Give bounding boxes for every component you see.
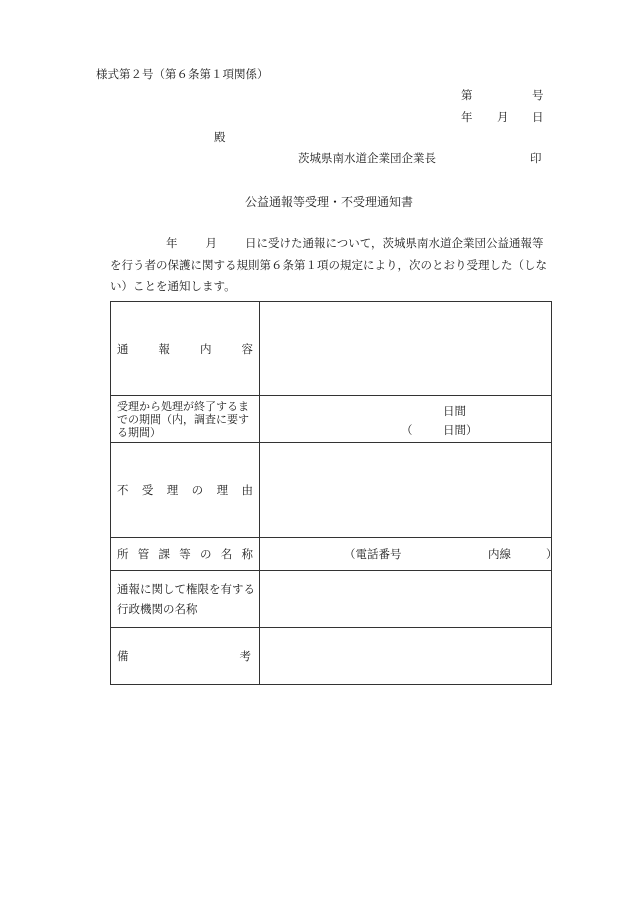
phone-number-label: （電話番号 <box>344 547 402 561</box>
label-department-name <box>111 538 260 571</box>
body-month: 月 <box>205 236 217 250</box>
label-char: 受 <box>141 483 154 497</box>
label-char: 称 <box>241 547 253 561</box>
phone-paren-close: ） <box>546 547 558 561</box>
value-remarks[interactable] <box>260 628 552 685</box>
label-administrative-agency: 通報に関して権限を有する行政機関の名称 <box>111 571 260 628</box>
label-remarks <box>111 628 260 685</box>
addressee-suffix: 殿 <box>214 130 226 144</box>
value-administrative-agency[interactable] <box>260 571 552 628</box>
document-number-prefix: 第 <box>461 88 473 102</box>
label-char: 考 <box>239 649 251 663</box>
label-char: 理 <box>216 483 229 497</box>
extension-label: 内線 <box>488 547 511 561</box>
row-rejection-reason <box>111 443 552 538</box>
document-number-suffix: 号 <box>532 88 544 102</box>
value-rejection-reason[interactable] <box>260 443 552 538</box>
row-remarks <box>111 628 552 685</box>
period-paren-open: （ <box>401 423 413 437</box>
label-char: 等 <box>179 547 191 561</box>
notice-table <box>110 301 558 685</box>
body-text: 日に受けた通報について，茨城県南水道企業団公益通報等を行う者の保護に関する規則第６条第１項の規定により，次のとおり受理した（しない）ことを通知します。 <box>110 236 547 293</box>
label-processing-period: 受理から処理が終了するまでの期間（内，調査に要する期間） <box>111 396 260 443</box>
label-char: 名 <box>220 547 233 561</box>
label-char: 由 <box>241 483 253 497</box>
label-char: の <box>200 547 212 561</box>
row-administrative-agency <box>111 571 552 628</box>
date-day: 日 <box>532 110 544 124</box>
label-char: 管 <box>137 547 150 561</box>
date-month: 月 <box>497 110 509 124</box>
label-char: 理 <box>166 483 179 497</box>
label-char: 備 <box>117 649 129 663</box>
label-char: 内 <box>200 341 212 356</box>
row-processing-period <box>111 396 552 443</box>
date-year: 年 <box>461 110 473 124</box>
label-char: 所 <box>117 547 129 561</box>
value-report-content[interactable] <box>260 302 552 396</box>
label-char: の <box>191 483 204 497</box>
form-number-label: 様式第２号（第６条第１項関係） <box>96 67 269 81</box>
row-report-content <box>111 302 552 396</box>
seal-mark: 印 <box>530 151 542 165</box>
label-rejection-reason <box>111 443 260 538</box>
value-processing-period[interactable] <box>260 396 552 443</box>
investigation-days: 日間） <box>443 423 478 437</box>
label-char: 通 <box>117 341 129 356</box>
label-char: 報 <box>158 341 170 356</box>
value-department-name[interactable] <box>260 538 558 571</box>
sender-name: 茨城県南水道企業団企業長 <box>298 151 436 165</box>
notice-body <box>110 233 555 298</box>
row-department-name <box>111 538 552 571</box>
label-char: 不 <box>117 483 129 497</box>
label-char: 容 <box>241 341 253 356</box>
label-char: 課 <box>158 547 170 561</box>
body-year: 年 <box>166 236 178 250</box>
label-report-content <box>111 302 260 396</box>
document-title: 公益通報等受理・不受理通知書 <box>245 195 414 209</box>
period-days: 日間 <box>443 404 466 418</box>
